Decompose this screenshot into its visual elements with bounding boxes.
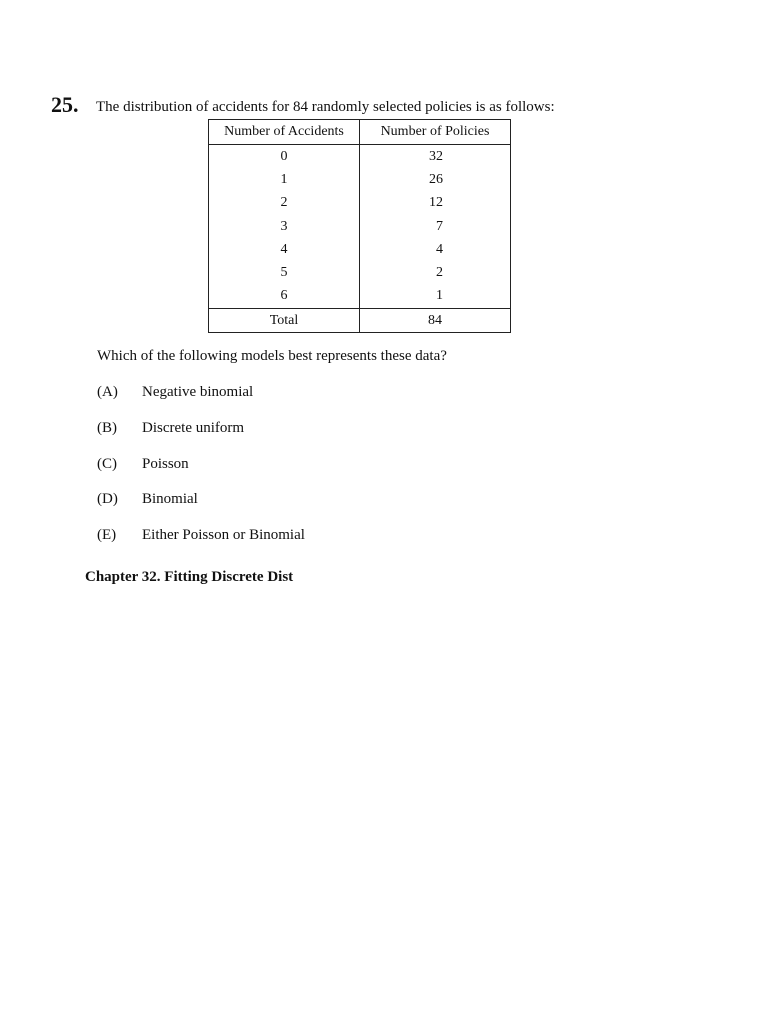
- table-header-row: [209, 120, 511, 145]
- chapter-reference: Chapter 32. Fitting Discrete Dist: [85, 569, 294, 585]
- policies-value: 2: [436, 265, 443, 281]
- choice-text: Poisson: [142, 456, 189, 472]
- table-total-row: [209, 309, 511, 333]
- accidents-cell: 6: [209, 285, 360, 309]
- choice-c: [97, 456, 189, 473]
- question-stem: The distribution of accidents for 84 randomly selected policies is as follows:: [96, 99, 555, 115]
- table-row: [209, 285, 511, 309]
- policies-value: 12: [429, 195, 443, 211]
- choice-letter: (D): [97, 491, 118, 507]
- choice-b: [97, 420, 244, 437]
- question-number: 25.: [51, 92, 79, 117]
- policies-cell: [360, 215, 511, 238]
- policies-value: 7: [436, 218, 443, 234]
- policies-cell: [360, 168, 511, 191]
- policies-cell: [360, 285, 511, 309]
- policies-value: 32: [429, 148, 443, 164]
- table-row: [209, 192, 511, 215]
- policies-cell: [360, 145, 511, 169]
- table-row: [209, 261, 511, 284]
- table-row: [209, 145, 511, 169]
- choice-letter: (E): [97, 527, 117, 543]
- policies-value: 4: [436, 241, 443, 257]
- table-row: [209, 215, 511, 238]
- accidents-cell: 2: [209, 192, 360, 215]
- policies-cell: [360, 261, 511, 284]
- column-header-accidents: Number of Accidents: [209, 120, 360, 145]
- table-row: [209, 168, 511, 191]
- choice-letter: (C): [97, 456, 117, 472]
- choice-text: Binomial: [142, 491, 198, 507]
- policies-cell: [360, 192, 511, 215]
- choice-text: Negative binomial: [142, 384, 254, 400]
- accidents-cell: 3: [209, 215, 360, 238]
- choice-a: [97, 384, 253, 401]
- table-row: [209, 238, 511, 261]
- accidents-cell: 0: [209, 145, 360, 169]
- choice-letter: (A): [97, 384, 118, 400]
- question-prompt: Which of the following models best represents these data?: [97, 348, 447, 364]
- policies-value: 1: [436, 288, 443, 304]
- accidents-cell: 1: [209, 168, 360, 191]
- choice-letter: (B): [97, 420, 117, 436]
- policies-value: 26: [429, 171, 443, 187]
- policies-cell: [360, 238, 511, 261]
- accident-distribution-table: [208, 119, 511, 333]
- accidents-cell: 5: [209, 261, 360, 284]
- choice-text: Discrete uniform: [142, 420, 245, 436]
- accidents-cell: 4: [209, 238, 360, 261]
- choice-e: [97, 527, 305, 544]
- choice-text: Either Poisson or Binomial: [142, 527, 305, 543]
- total-label-cell: Total: [209, 309, 360, 333]
- column-header-policies: Number of Policies: [360, 120, 511, 145]
- choice-d: [97, 491, 198, 508]
- total-value-cell: 84: [360, 309, 511, 333]
